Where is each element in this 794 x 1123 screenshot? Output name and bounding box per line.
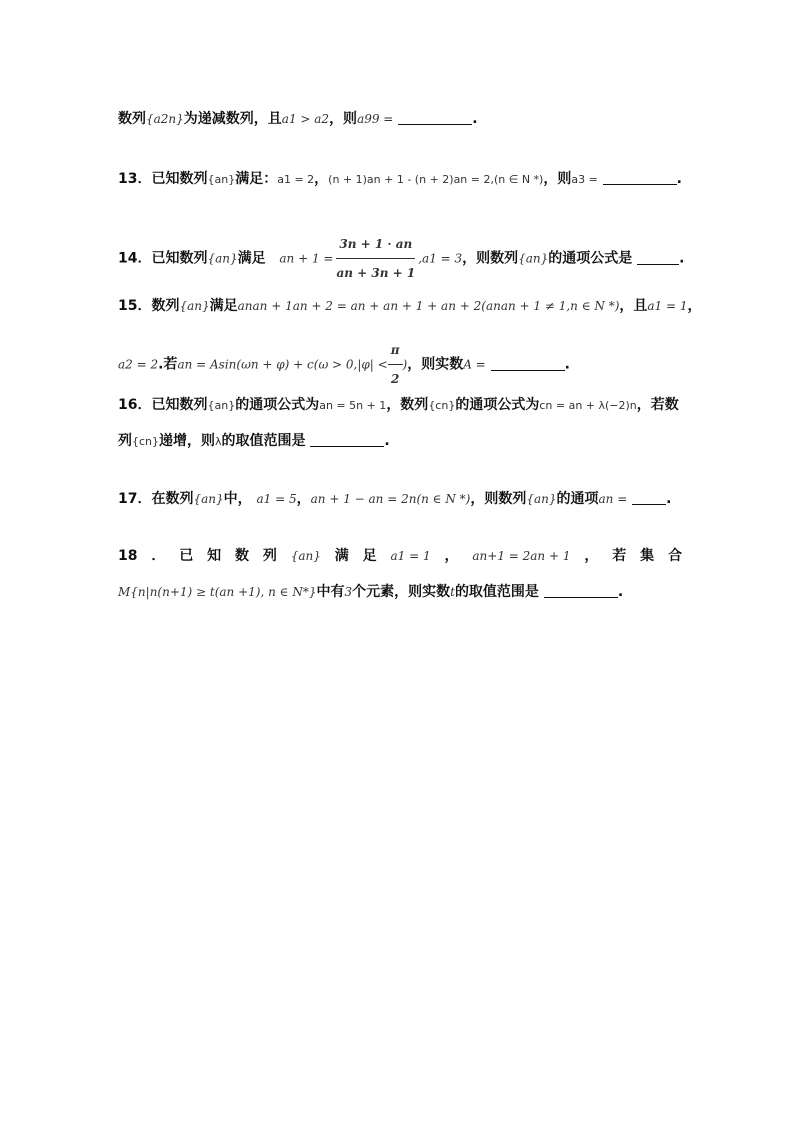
q14-frac-den: an + 3n + 1 <box>336 266 416 280</box>
q15-text-7: . <box>564 356 570 373</box>
q16-math-6: λ <box>215 435 222 448</box>
q16-text-8: 的取值范围是 <box>221 433 306 449</box>
q15-math-2: anan + 1an + 2 = an + an + 1 + an + 2(anan + 1 ≠ 1,n ∈ N *) <box>237 299 620 313</box>
q14-frac-lhs: an + 1 = <box>279 251 334 266</box>
q14-fraction <box>333 230 418 287</box>
question-15-line-1 <box>118 295 702 317</box>
q18-text-3: 的取值范围是 <box>454 584 539 600</box>
q15-text-6: ，则实数 <box>407 356 464 373</box>
q14-text-1: 14．已知数列 <box>118 250 208 267</box>
q17-math-3: an + 1 − an = 2n(n ∈ N *) <box>310 492 471 506</box>
q16-math-5: {cn} <box>132 435 160 448</box>
q15-frac-num: π <box>388 336 403 365</box>
q15-math-3: a1 = 1 <box>647 299 688 313</box>
q15-math-5: an = Asin(ωn + φ) + c(ω > 0,|φ| < <box>177 357 388 372</box>
q15-text-1: 15．数列 <box>118 298 180 314</box>
q-prev-text-2: 为递减数列，且 <box>183 111 282 127</box>
answer-blank <box>632 490 666 505</box>
q13-text-5: . <box>676 171 682 187</box>
q18-char: 满 <box>334 548 349 564</box>
q17-math-1: {an} <box>193 492 224 506</box>
q17-text-6: . <box>666 491 672 507</box>
q15-text-2: 满足 <box>209 298 238 314</box>
q18-char: 列 <box>262 548 277 564</box>
q17-text-2: 中， <box>223 491 252 507</box>
q18-math-3: t <box>450 585 455 599</box>
q15-math-1: {an} <box>179 299 210 313</box>
q16-math-4: cn = an + λ(−2)n <box>539 399 637 412</box>
q13-text-4: ，则 <box>543 171 572 187</box>
q18-char: 已 <box>179 548 194 564</box>
q-prev-math-2: a1 > a2 <box>281 112 330 126</box>
q13-math-3: (n + 1)an + 1 - (n + 2)an = 2,(n ∈ N *) <box>328 173 544 186</box>
question-14 <box>118 230 685 287</box>
answer-blank <box>544 583 618 598</box>
q18-char: 18 <box>118 548 138 564</box>
q14-frac-num: 3n + 1 · an <box>336 230 415 259</box>
q18-math: a1 = 1 <box>390 549 431 563</box>
q16-text-6: 列 <box>118 433 132 449</box>
q-prev-text-1: 数列 <box>118 111 146 127</box>
q14-text-2: 满足 <box>237 250 266 267</box>
answer-blank <box>603 170 677 185</box>
q16-math-2: an = 5n + 1 <box>319 399 387 412</box>
q18-char: 若 <box>612 548 627 564</box>
q18-char: 合 <box>667 548 682 564</box>
q15-text-3: ，且 <box>619 298 648 314</box>
q15-fraction <box>388 336 403 393</box>
q13-text-2: 满足： <box>235 171 278 187</box>
question-16-line-2 <box>118 430 682 453</box>
q18-char: 集 <box>640 548 655 564</box>
q18-math-2: 3 <box>344 585 353 599</box>
q14-math-tail: ,a1 = 3 <box>418 251 463 266</box>
q14-text-4: 的通项公式是 <box>548 250 633 267</box>
q18-char: ， <box>584 548 599 564</box>
q18-math: an+1 = 2an + 1 <box>472 549 571 563</box>
answer-blank <box>398 110 472 125</box>
q18-text-2: 个元素，则实数 <box>352 584 451 600</box>
q13-math-2: a1 = 2 <box>277 173 315 186</box>
question-prev <box>118 108 682 130</box>
q17-text-3: ， <box>296 491 311 507</box>
q16-math-3: {cn} <box>428 399 456 412</box>
q16-text-9: . <box>384 433 390 449</box>
q16-text-7: 递增，则 <box>159 433 216 449</box>
q15-math-4: a2 = 2 <box>118 357 159 372</box>
q15-math-7: A = <box>463 357 486 372</box>
q14-math-2: {an} <box>518 251 549 266</box>
question-18-line-1 <box>118 545 682 567</box>
q17-text-5: 的通项 <box>556 491 599 507</box>
q-prev-text-4: . <box>472 111 478 127</box>
q16-text-5: ，若数 <box>636 397 679 413</box>
q13-math-4: a3 = <box>571 173 598 186</box>
q16-text-3: ，数列 <box>386 397 429 413</box>
q16-text-1: 16．已知数列 <box>118 397 208 413</box>
q17-text-1: 17．在数列 <box>118 491 194 507</box>
q18-char: ． <box>151 548 166 564</box>
question-16-line-1 <box>118 394 682 417</box>
q13-math-1: {an} <box>207 173 236 186</box>
q18-char: 数 <box>234 548 249 564</box>
q17-math-5: an = <box>598 492 628 506</box>
q18-math: {an} <box>290 549 321 563</box>
q13-text-3: ， <box>314 171 329 187</box>
q-prev-math-1: {a2n} <box>146 112 184 126</box>
q16-text-4: 的通项公式为 <box>455 397 540 413</box>
answer-blank <box>491 356 565 371</box>
q18-text-4: . <box>617 584 624 600</box>
q18-char: ， <box>444 548 459 564</box>
answer-blank <box>310 432 384 447</box>
q14-text-5: . <box>679 250 685 267</box>
q16-text-2: 的通项公式为 <box>235 397 320 413</box>
q13-text-1: 13．已知数列 <box>118 171 208 187</box>
q18-math-set: M{n|n(n+1) ≥ t(an +1), n ∈ N*} <box>118 585 317 599</box>
q15-text-5: .若 <box>158 356 178 373</box>
q16-math-1: {an} <box>207 399 236 412</box>
question-17 <box>118 488 682 510</box>
question-15-line-2 <box>118 336 682 393</box>
q15-text-4: ， <box>687 298 702 314</box>
q15-math-6: ) <box>402 357 408 372</box>
q17-math-4: {an} <box>526 492 557 506</box>
q14-math-1: {an} <box>207 251 238 266</box>
answer-blank <box>637 250 679 265</box>
q14-text-3: ，则数列 <box>462 250 519 267</box>
q18-text-1: 中有 <box>316 584 345 600</box>
q17-text-4: ，则数列 <box>470 491 527 507</box>
question-18-line-2 <box>118 581 682 603</box>
q18-char: 足 <box>362 548 377 564</box>
q-prev-math-3: a99 = <box>357 112 394 126</box>
q15-frac-den: 2 <box>390 372 400 386</box>
q17-math-2: a1 = 5 <box>256 492 297 506</box>
q18-char: 知 <box>207 548 222 564</box>
q-prev-text-3: ，则 <box>329 111 358 127</box>
question-13 <box>118 168 682 191</box>
